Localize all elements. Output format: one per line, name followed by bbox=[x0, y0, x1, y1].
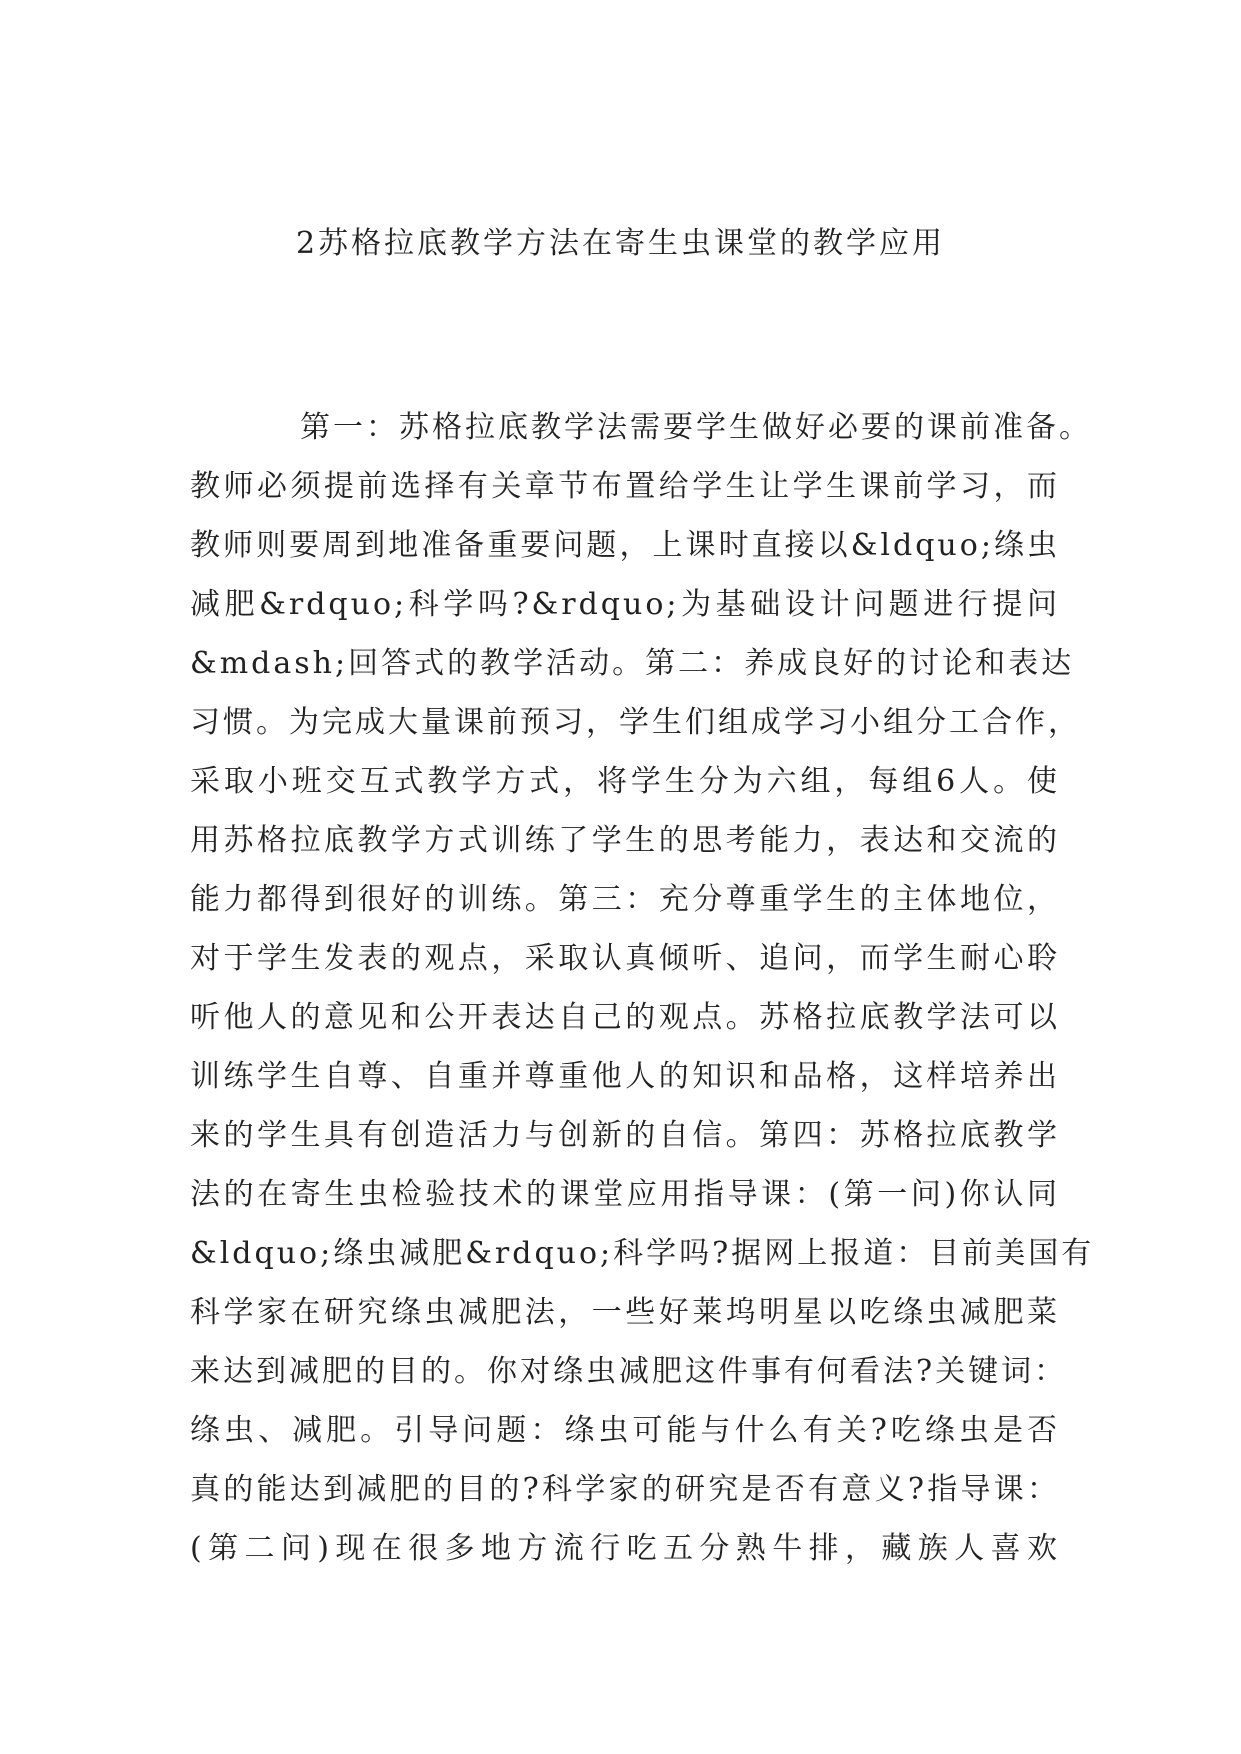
text-line: 科学家在研究绦虫减肥法，一些好莱坞明星以吃绦虫减肥菜 bbox=[190, 1295, 1060, 1330]
text-line: 第一：苏格拉底教学法需要学生做好必要的课前准备。 bbox=[300, 410, 1092, 445]
document-title: 2苏格拉底教学方法在寄生虫课堂的教学应用 bbox=[295, 226, 946, 261]
text-line: 绦虫、减肥。引导问题：绦虫可能与什么有关?吃绦虫是否 bbox=[190, 1413, 1060, 1448]
text-line: 来达到减肥的目的。你对绦虫减肥这件事有何看法?关键词： bbox=[190, 1354, 1068, 1389]
text-line: 教师必须提前选择有关章节布置给学生让学生课前学习，而 bbox=[190, 469, 1060, 504]
text-line: &ldquo;绦虫减肥&rdquo;科学吗?据网上报道：目前美国有 bbox=[190, 1236, 1095, 1271]
text-line: 习惯。为完成大量课前预习，学生们组成学习小组分工合作， bbox=[190, 705, 1081, 740]
text-line: 能力都得到很好的训练。第三：充分尊重学生的主体地位， bbox=[190, 882, 1060, 917]
text-line: 真的能达到减肥的目的?科学家的研究是否有意义?指导课： bbox=[190, 1472, 1060, 1507]
text-line: 听他人的意见和公开表达自己的观点。苏格拉底教学法可以 bbox=[190, 1000, 1060, 1035]
body-text bbox=[190, 398, 1095, 1578]
text-line: (第二问)现在很多地方流行吃五分熟牛排，藏族人喜欢 bbox=[190, 1531, 1060, 1566]
text-line: 法的在寄生虫检验技术的课堂应用指导课：(第一问)你认同 bbox=[190, 1177, 1060, 1212]
text-line: 用苏格拉底教学方式训练了学生的思考能力，表达和交流的 bbox=[190, 823, 1060, 858]
text-line: &mdash;回答式的教学活动。第二：养成良好的讨论和表达 bbox=[190, 646, 1075, 681]
text-line: 采取小班交互式教学方式，将学生分为六组，每组6人。使 bbox=[190, 764, 1060, 799]
text-line: 对于学生发表的观点，采取认真倾听、追问，而学生耐心聆 bbox=[190, 941, 1060, 976]
text-line: 训练学生自尊、自重并尊重他人的知识和品格，这样培养出 bbox=[190, 1059, 1060, 1094]
text-line: 教师则要周到地准备重要问题，上课时直接以&ldquo;绦虫 bbox=[190, 528, 1060, 563]
text-line: 减肥&rdquo;科学吗?&rdquo;为基础设计问题进行提问 bbox=[190, 587, 1060, 622]
text-line: 来的学生具有创造活力与创新的自信。第四：苏格拉底教学 bbox=[190, 1118, 1060, 1153]
